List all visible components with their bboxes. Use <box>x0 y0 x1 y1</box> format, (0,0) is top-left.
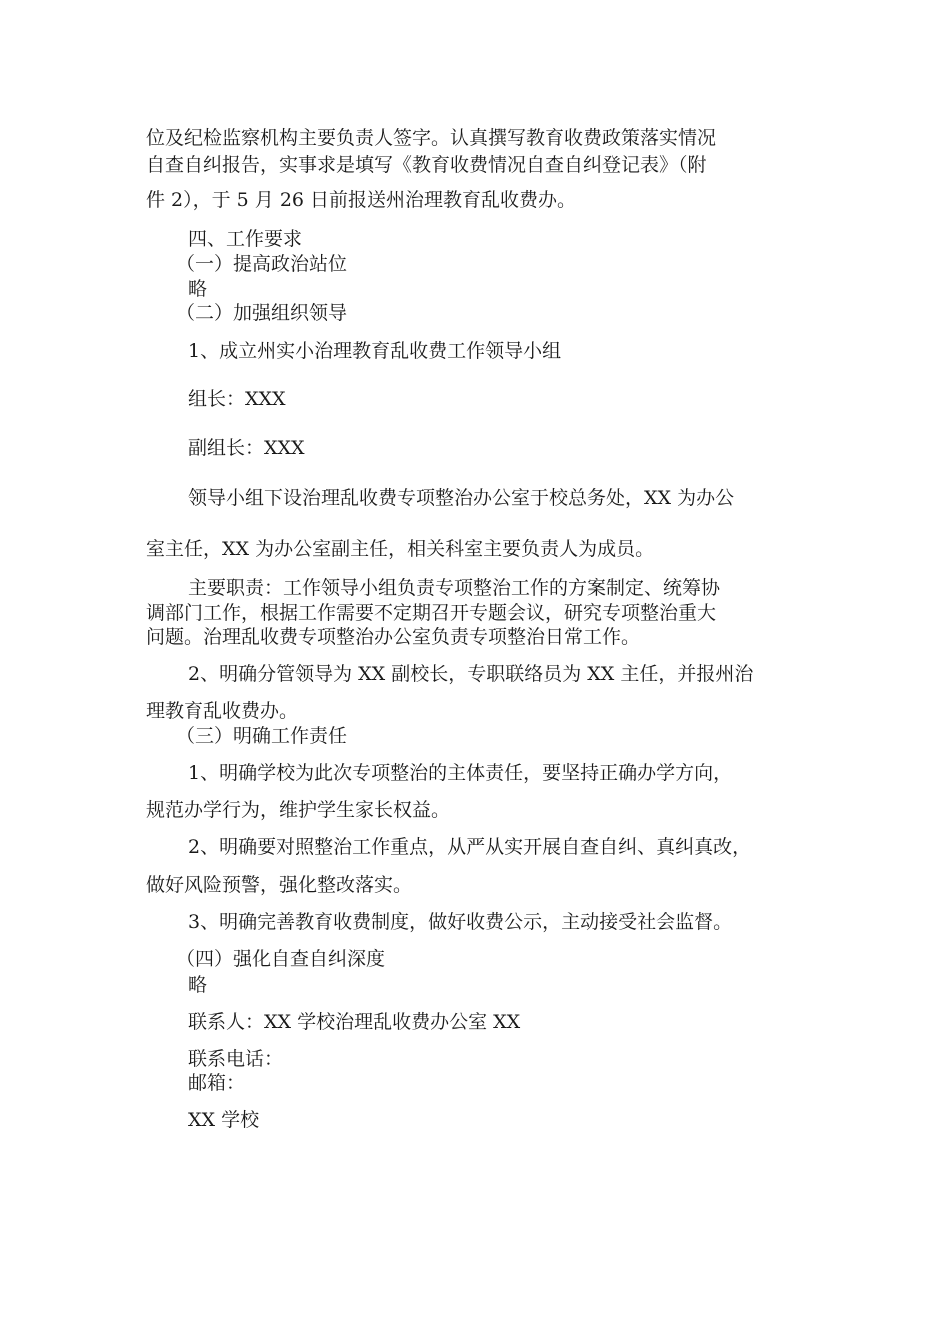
text-line: 自查自纠报告，实事求是填写《教育收费情况自查自纠登记表》（附 <box>146 154 707 176</box>
text-line: 规范办学行为，维护学生家长权益。 <box>146 799 451 821</box>
section-heading: 四、工作要求 <box>188 228 303 250</box>
text-line: 副组长：XXX <box>188 437 305 459</box>
contact-person: 联系人：XX 学校治理乱收费办公室 XX <box>188 1011 521 1033</box>
text-line: 2、明确分管领导为 XX 副校长，专职联络员为 XX 主任，并报州治 <box>188 663 754 685</box>
text-line: 问题。治理乱收费专项整治办公室负责专项整治日常工作。 <box>146 626 641 648</box>
text-line: 调部门工作，根据工作需要不定期召开专题会议，研究专项整治重大 <box>146 602 717 624</box>
subsection-heading: （一）提高政治站位 <box>176 253 348 275</box>
text-line: 室主任，XX 为办公室副主任，相关科室主要负责人为成员。 <box>146 538 655 560</box>
contact-email: 邮箱： <box>188 1072 246 1094</box>
text-line: 略 <box>188 278 208 300</box>
text-line: 件 2），于 5 月 26 日前报送州治理教育乱收费办。 <box>146 189 577 211</box>
text-line: 略 <box>188 974 208 996</box>
subsection-heading: （三）明确工作责任 <box>176 725 348 747</box>
text-line: 主要职责：工作领导小组负责专项整治工作的方案制定、统筹协 <box>188 577 721 599</box>
text-line: 理教育乱收费办。 <box>146 700 299 722</box>
text-line: 1、明确学校为此次专项整治的主体责任，要坚持正确办学方向， <box>188 762 733 784</box>
subsection-heading: （四）强化自查自纠深度 <box>176 948 386 970</box>
text-line: 组长：XXX <box>188 388 286 410</box>
text-line: 3、明确完善教育收费制度，做好收费公示，主动接受社会监督。 <box>188 911 733 933</box>
text-line: 2、明确要对照整治工作重点，从严从实开展自查自纠、真纠真改， <box>188 836 752 858</box>
text-line: 做好风险预警，强化整改落实。 <box>146 874 413 896</box>
signature-school: XX 学校 <box>188 1109 260 1131</box>
text-line: 位及纪检监察机构主要负责人签字。认真撰写教育收费政策落实情况 <box>146 127 717 149</box>
text-line: 领导小组下设治理乱收费专项整治办公室于校总务处，XX 为办公 <box>188 487 735 509</box>
contact-phone: 联系电话： <box>188 1048 284 1070</box>
text-line: 1、成立州实小治理教育乱收费工作领导小组 <box>188 340 562 362</box>
subsection-heading: （二）加强组织领导 <box>176 302 348 324</box>
